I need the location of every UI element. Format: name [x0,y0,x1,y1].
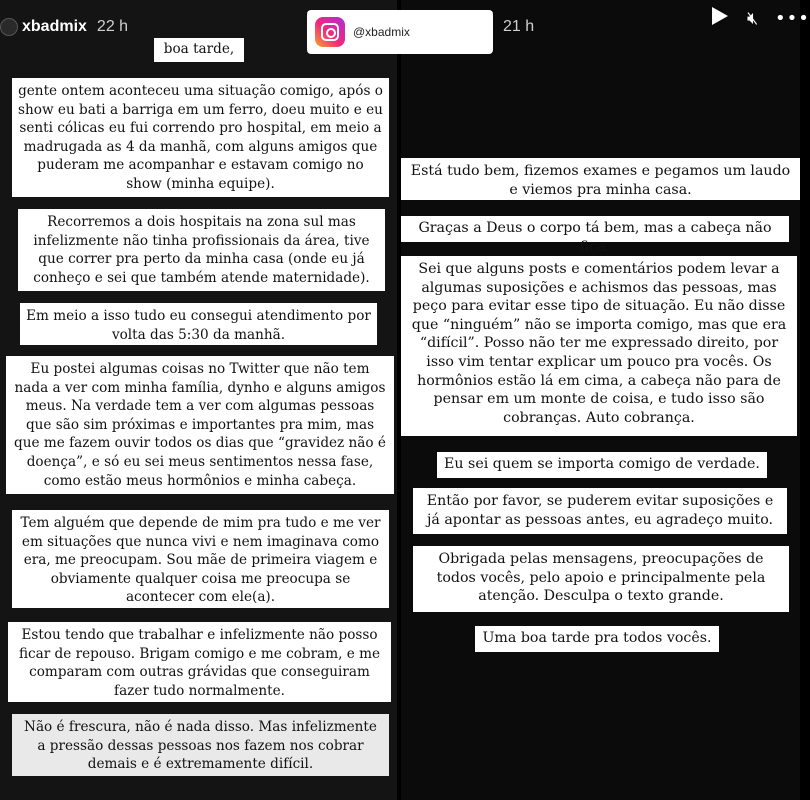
story-footer [401,780,800,800]
story-text-paragraph: Obrigada pelas mensagens, preocupações de todos vocês, pelo apoio e principalmente pela atenção. Desculpa o texto grande. [413,546,789,612]
story-text-paragraph: Estou tendo que trabalhar e infelizmente não posso ficar de repouso. Brigam comigo e me cobram, e me comparam com outras grávidas que conseguiram fazer tudo normalmente. [8,622,391,702]
watermark-handle: @xbadmix [353,25,410,39]
story-left [0,0,397,800]
story-footer [0,780,397,800]
post-time: 21 h [503,18,535,35]
story-right [401,0,810,800]
story-text-paragraph: Tem alguém que depende de mim pra tudo e me ver em situações que nunca vivi e nem imaginava como era, me preocupam. Sou mãe de primeira viagem e obviamente qualquer coisa me preocupa se acontecer com ele(a). [12,510,389,608]
more-icon[interactable]: ••• [775,8,810,29]
story-text-paragraph: Não é frescura, não é nada disso. Mas infelizmente a pressão dessas pessoas nos fazem nos cobrar demais e é extremamente difícil. [12,714,389,776]
instagram-watermark [307,10,493,54]
story-text-paragraph: Recorremos a dois hospitais na zona sul mas infelizmente não tinha profissionais da área, tive que correr pra perto da minha casa (onde eu já conheço e sei que também atende maternidade). [18,209,385,291]
post-time: 22 h [96,18,129,35]
username[interactable]: xbadmix [22,18,87,35]
story-text-paragraph: Uma boa tarde pra todos vocês. [475,626,719,652]
story-text-paragraph: Em meio a isso tudo eu consegui atendimento por volta das 5:30 da manhã. [20,303,377,345]
mute-icon[interactable]: 🔇︎ [747,8,759,29]
story-text-greeting: boa tarde, [154,38,244,62]
story-text-paragraph: gente ontem aconteceu uma situação comigo, após o show eu bati a barriga em um ferro, doeu muito e eu senti cólicas eu fui correndo pro hospital, em meio a madrugada as 4 da manhã, com alguns amigos que puderam me acompanhar e estavam comigo no show (minha equipe). [12,78,389,197]
play-icon[interactable] [712,7,728,25]
story-text-paragraph: Eu sei quem se importa comigo de verdade. [437,452,767,478]
story-text-paragraph: Então por favor, se puderem evitar suposições e já apontar as pessoas antes, eu agradeço muito. [413,488,787,534]
story-text-paragraph: Eu postei algumas coisas no Twitter que não tem nada a ver com minha família, dynho e alguns amigos meus. Na verdade tem a ver com algumas pessoas que são sim próximas e importantes pra mim, mas que me fazem ouvir todos os dias que “gravidez não é doença”, e só eu sei meus sentimentos nessa fase, como estão meus hormônios e minha cabeça. [6,356,394,494]
story-text-paragraph: Está tudo bem, fizemos exames e pegamos um laudo e viemos pra minha casa. [401,158,800,200]
instagram-icon [315,17,345,47]
story-text-paragraph: Graças a Deus o corpo tá bem, mas a cabeça não fica. [401,216,789,242]
avatar[interactable] [0,18,18,36]
story-text-paragraph: Sei que alguns posts e comentários podem levar a algumas suposições e achismos das pessoas, mas peço para evitar esse tipo de situação. Eu não disse que “ninguém” não se importa comigo, mas que era “difícil”. Posso não ter me expressado direito, por isso vim tentar explicar um pouco pra vocês. Os hormônios estão lá em cima, a cabeça não para de pensar em um monte de coisa, e tudo isso são cobranças. Auto cobrança. [401,256,797,436]
